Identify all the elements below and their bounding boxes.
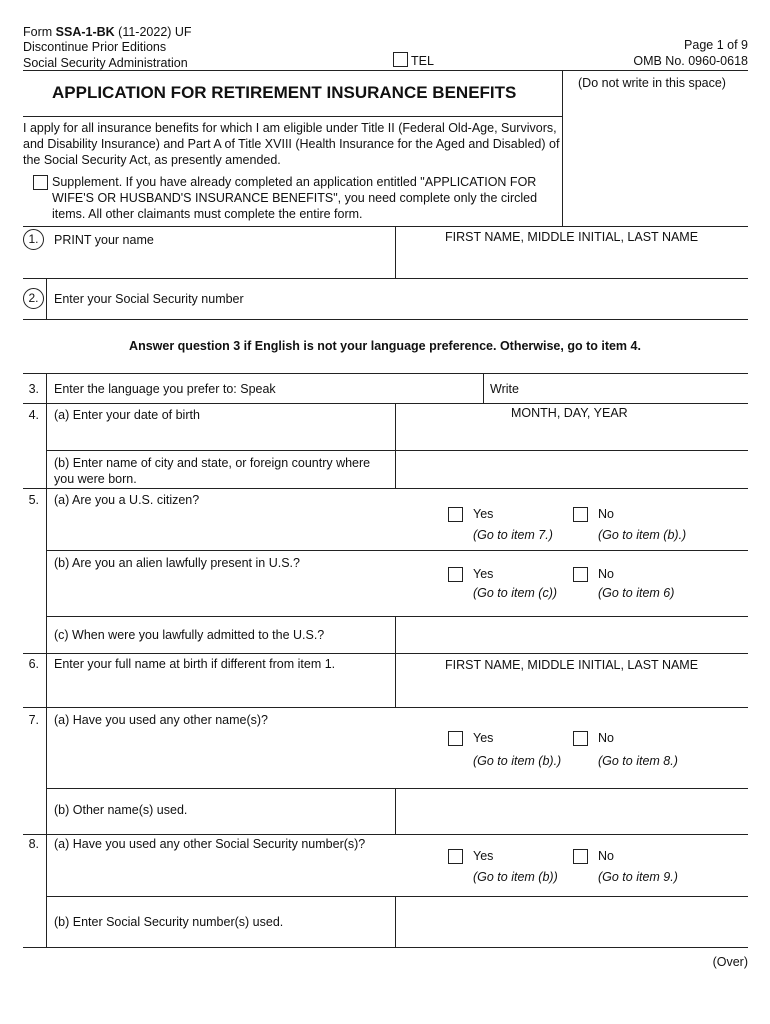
item-5a-label: (a) Are you a U.S. citizen? — [54, 493, 200, 507]
item-7-number: 7. — [28, 713, 39, 727]
page-title: APPLICATION FOR RETIREMENT INSURANCE BENEFITS — [52, 83, 517, 102]
item-6-label: Enter your full name at birth if different from item 1. — [54, 657, 336, 671]
supplement-text: Supplement. If you have already completed an application entitled "APPLICATION FOR WIFE'S OR HUSBAND'S INSURANCE BENEFITS", you need complete only the circled items. All other claimants must complete the entire form. — [52, 175, 538, 221]
discontinue-note: Discontinue Prior Editions — [23, 40, 167, 54]
item-7a-yes-label: Yes — [473, 731, 494, 745]
item-7a-no-goto: (Go to item 8.) — [598, 754, 678, 768]
item-5b-yes-label: Yes — [473, 567, 494, 581]
row-rule — [23, 403, 748, 404]
item-7b-label: (b) Other name(s) used. — [54, 803, 188, 817]
language-instruction: Answer question 3 if English is not your language preference. Otherwise, go to item 4. — [129, 339, 641, 353]
office-use-note: (Do not write in this space) — [578, 76, 726, 90]
item-7a-yes-goto: (Go to item (b).) — [473, 754, 562, 768]
row-rule — [47, 896, 748, 897]
row-rule — [47, 450, 748, 451]
item-4a-hint: MONTH, DAY, YEAR — [511, 406, 628, 420]
row-rule — [23, 278, 748, 279]
agency-name: Social Security Administration — [23, 56, 188, 70]
item-5b-yes-goto: (Go to item (c)) — [473, 586, 558, 600]
item-5c-label: (c) When were you lawfully admitted to the U.S.? — [54, 628, 325, 642]
office-box-divider — [562, 70, 563, 226]
item-5b-label: (b) Are you an alien lawfully present in U.S.? — [54, 556, 300, 570]
header-rule — [23, 70, 748, 71]
tel-checkbox[interactable] — [393, 52, 408, 67]
item-8a-no-goto: (Go to item 9.) — [598, 870, 678, 884]
item-5b-no-goto: (Go to item 6) — [598, 586, 675, 600]
row-rule — [23, 707, 748, 708]
item-8a-no-label: No — [598, 849, 614, 863]
item-1-label: PRINT your name — [54, 233, 154, 247]
item-5a-no-label: No — [598, 507, 614, 521]
row-rule — [47, 616, 748, 617]
item-8a-label: (a) Have you used any other Social Security number(s)? — [54, 837, 366, 851]
item-5b-yes-checkbox[interactable] — [448, 567, 463, 582]
item-8a-yes-checkbox[interactable] — [448, 849, 463, 864]
supplement-checkbox[interactable] — [33, 175, 48, 190]
item-6-number: 6. — [28, 657, 39, 671]
other-ssn-field[interactable] — [396, 898, 748, 946]
item-4b-label: (b) Enter name of city and state, or foreign country where you were born. — [54, 456, 371, 486]
row-rule — [23, 373, 748, 374]
num-divider — [46, 279, 47, 319]
omb-number: OMB No. 0960-0618 — [633, 54, 748, 68]
item-5a-no-checkbox[interactable] — [573, 507, 588, 522]
item-4a-label: (a) Enter your date of birth — [54, 408, 200, 422]
item-6-hint: FIRST NAME, MIDDLE INITIAL, LAST NAME — [445, 658, 699, 672]
row-rule — [23, 947, 748, 948]
row-rule — [23, 488, 748, 489]
item-5b-no-checkbox[interactable] — [573, 567, 588, 582]
birth-name-field[interactable] — [396, 674, 748, 706]
row-rule — [23, 226, 748, 227]
item-5b-no-label: No — [598, 567, 614, 581]
row-rule — [23, 319, 748, 320]
col-divider — [483, 373, 484, 403]
item-8a-no-checkbox[interactable] — [573, 849, 588, 864]
item-5-number: 5. — [28, 493, 39, 507]
item-5a-yes-label: Yes — [473, 507, 494, 521]
tel-label: TEL — [411, 54, 434, 68]
title-rule — [23, 116, 562, 117]
item-8a-yes-goto: (Go to item (b)) — [473, 870, 558, 884]
item-2-number: 2. — [23, 288, 44, 309]
item-7a-yes-checkbox[interactable] — [448, 731, 463, 746]
item-3-number: 3. — [28, 382, 39, 396]
intro-text: I apply for all insurance benefits for which I am eligible under Title II (Federal Old-Age, Survivors, and Disability Insurance) and Part A of Title XVIII (Health Insurance for the Aged and Disabled) of the Social Security Act, as presently amended. — [23, 121, 560, 167]
item-3-label: Enter the language you prefer to: Speak — [54, 382, 276, 396]
ssn-field[interactable] — [396, 280, 748, 318]
form-number: Form SSA-1-BK (11-2022) UF — [23, 25, 192, 39]
row-rule — [47, 550, 748, 551]
item-4-number: 4. — [28, 408, 39, 422]
item-1-hint: FIRST NAME, MIDDLE INITIAL, LAST NAME — [445, 230, 699, 244]
row-rule — [47, 788, 748, 789]
admission-date-field[interactable] — [396, 618, 748, 652]
item-5a-no-goto: (Go to item (b).) — [598, 528, 687, 542]
birth-date-field[interactable] — [396, 422, 748, 450]
item-1-number: 1. — [23, 229, 44, 250]
page-number: Page 1 of 9 — [684, 38, 748, 52]
row-rule — [23, 834, 748, 835]
name-field[interactable] — [396, 245, 748, 277]
other-names-field[interactable] — [396, 790, 748, 833]
num-column-divider — [46, 373, 47, 947]
row-rule — [23, 653, 748, 654]
item-7a-label: (a) Have you used any other name(s)? — [54, 713, 268, 727]
item-2-label: Enter your Social Security number — [54, 292, 244, 306]
item-7a-no-checkbox[interactable] — [573, 731, 588, 746]
write-language-field[interactable] — [530, 376, 746, 402]
item-8b-label: (b) Enter Social Security number(s) used. — [54, 915, 284, 929]
item-7a-no-label: No — [598, 731, 614, 745]
item-8-number: 8. — [28, 837, 39, 851]
over-note: (Over) — [712, 955, 748, 969]
birthplace-field[interactable] — [396, 452, 748, 487]
speak-language-field[interactable] — [300, 376, 480, 402]
item-8a-yes-label: Yes — [473, 849, 494, 863]
item-5a-yes-checkbox[interactable] — [448, 507, 463, 522]
item-5a-yes-goto: (Go to item 7.) — [473, 528, 553, 542]
item-3-write: Write — [490, 382, 519, 396]
